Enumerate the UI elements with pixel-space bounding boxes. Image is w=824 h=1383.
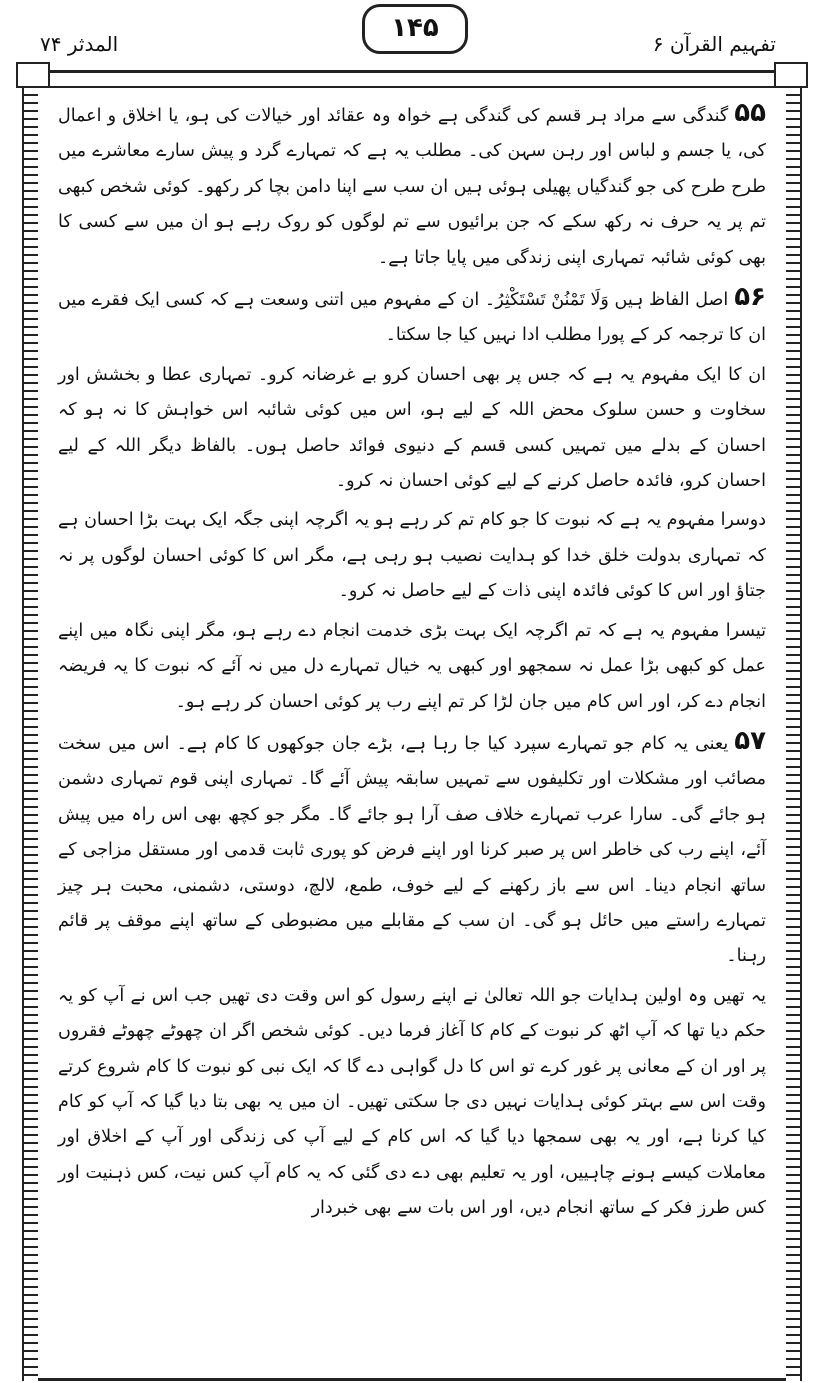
footnote-marker: ۵۶ xyxy=(734,282,766,313)
footnote-text: گندگی سے مراد ہر قسم کی گندگی ہے خواہ وہ عقائد اور خیالات کی ہو، یا اخلاق و اعمال کی، یا جسم و لباس اور رہن سہن کی۔ مطلب یہ ہے کہ تمہارے گرد و پیش سارے معاشرے میں طرح طرح کی جو گندگیاں پھیلی ہوئی ہیں ان سب سے اپنا دامن بچا کر رکھو۔ کوئی شخص کبھی تم پر یہ حرف نہ رکھ سکے کہ جن برائیوں سے تم لوگوں کو روک رہے ہو ان میں سے کسی کا بھی کوئی شائبہ تمہاری اپنی زندگی میں پایا جاتا ہے۔ xyxy=(58,106,766,268)
paragraph xyxy=(58,614,766,720)
paragraph-text: ان کا ایک مفہوم یہ ہے کہ جس پر بھی احسان کرو بے غرضانہ کرو۔ تمہاری عطا و بخشش اور سخاوت و حسن سلوک محض اللہ کے لیے ہو، اس میں کوئی شائبہ اس خواہش کا نہ ہو کہ احسان کے بدلے میں تمہیں کسی قسم کے دنیوی فوائد حاصل ہوں۔ بالفاظ دیگر اللہ کے لیے احسان کرو، فائدہ حاصل کرنے کے لیے کوئی احسان نہ کرو۔ xyxy=(58,364,766,492)
footnote-marker: ۵۷ xyxy=(734,725,766,756)
left-border-pillar xyxy=(24,70,38,1381)
page-header xyxy=(0,0,824,72)
paragraph xyxy=(58,358,766,500)
page-number: ۱۴۵ xyxy=(362,4,468,54)
footnotes-body xyxy=(58,96,766,1231)
paragraph-text: تیسرا مفہوم یہ ہے کہ تم اگرچہ ایک بہت بڑی خدمت انجام دے رہے ہو، مگر اپنی نگاہ میں اپنے عمل کو کبھی بڑا عمل نہ سمجھو اور کبھی یہ خیال تمہارے دل میں نہ آئے کہ نبوت کا یہ فریضہ انجام دے کر، اور اس کام میں جان لڑا کر تم اپنے رب پر کوئی احسان کر رہے ہو۔ xyxy=(58,620,766,712)
footnote-text: اصل الفاظ ہیں وَلَا تَمْنُنْ تَسْتَکْثِرُ۔ ان کے مفہوم میں اتنی وسعت ہے کہ کسی ایک فقرے میں ان کا ترجمہ کر کے پورا مطلب ادا نہیں کیا جا سکتا۔ xyxy=(58,290,766,346)
book-title: تفہیم القرآن ۶ xyxy=(652,32,776,56)
paragraph-text: یہ تھیں وہ اولین ہدایات جو اللہ تعالیٰ نے اپنے رسول کو اس وقت دی تھیں جب اس نے آپ کو یہ حکم دیا تھا کہ آپ اٹھ کر نبوت کے کام کا آغاز فرما دیں۔ کوئی شخص اگر ان چھوٹے چھوٹے فقروں پر اور ان کے معانی پر غور کرے تو اس کا دل گواہی دے گا کہ ایک نبی کو نبوت کا کام شروع کرتے وقت اس سے بہتر کوئی ہدایات نہیں دی جا سکتی تھیں۔ ان میں یہ بھی بتا دیا گیا کہ آپ کو کام کیا کرنا ہے، اور یہ بھی سمجھا دیا گیا کہ اس کام کے لیے آپ کی زندگی اور آپ کے اخلاق اور معاملات کیسے ہونے چاہییں، اور یہ تعلیم بھی دے دی گئی کہ یہ کام آپ کس نیت، کس ذہنیت اور کس طرز فکر کے ساتھ انجام دیں، اور اس بات سے بھی خبردار xyxy=(58,985,766,1219)
border-corner-ornament xyxy=(16,62,50,88)
footnote-57 xyxy=(58,724,766,975)
paragraph-text: دوسرا مفہوم یہ ہے کہ نبوت کا جو کام تم کر رہے ہو یہ اگرچہ اپنی جگہ ایک بہت بڑا احسان ہے کہ تمہاری بدولت خلق خدا کو ہدایت نصیب ہو رہی ہے، مگر اس کا کوئی احسان لوگوں پر نہ جتاؤ اور اس کا کوئی فائدہ اپنی ذات کے لیے حاصل نہ کرو۔ xyxy=(58,510,766,602)
paragraph xyxy=(58,979,766,1227)
paragraph xyxy=(58,503,766,609)
surah-name: المدثر ۷۴ xyxy=(40,32,119,56)
footnote-55 xyxy=(58,96,766,276)
border-corner-ornament xyxy=(774,62,808,88)
footnote-56 xyxy=(58,280,766,354)
footnote-marker: ۵۵ xyxy=(734,98,766,128)
footnote-text: یعنی یہ کام جو تمہارے سپرد کیا جا رہا ہے، بڑے جان جوکھوں کا کام ہے۔ اس میں سخت مصائب اور مشکلات اور تکلیفوں سے تمہیں سابقہ پیش آئے گا۔ تمہاری اپنی قوم تمہاری دشمن ہو جائے گی۔ سارا عرب تمہارے خلاف صف آرا ہو جائے گا۔ مگر جو کچھ بھی اس راہ میں پیش آئے، اپنے رب کی خاطر اس پر صبر کرنا اور اپنے فرض کو پوری ثابت قدمی اور مستقل مزاجی کے ساتھ انجام دینا۔ اس سے باز رکھنے کے لیے خوف، طمع، لالچ، دوستی، دشمنی، محبت ہر چیز تمہارے راستے میں حائل ہو گی۔ ان سب کے مقابلے میں مضبوطی کے ساتھ اپنے موقف پر قائم رہنا۔ xyxy=(58,733,766,967)
right-border-pillar xyxy=(786,70,800,1381)
